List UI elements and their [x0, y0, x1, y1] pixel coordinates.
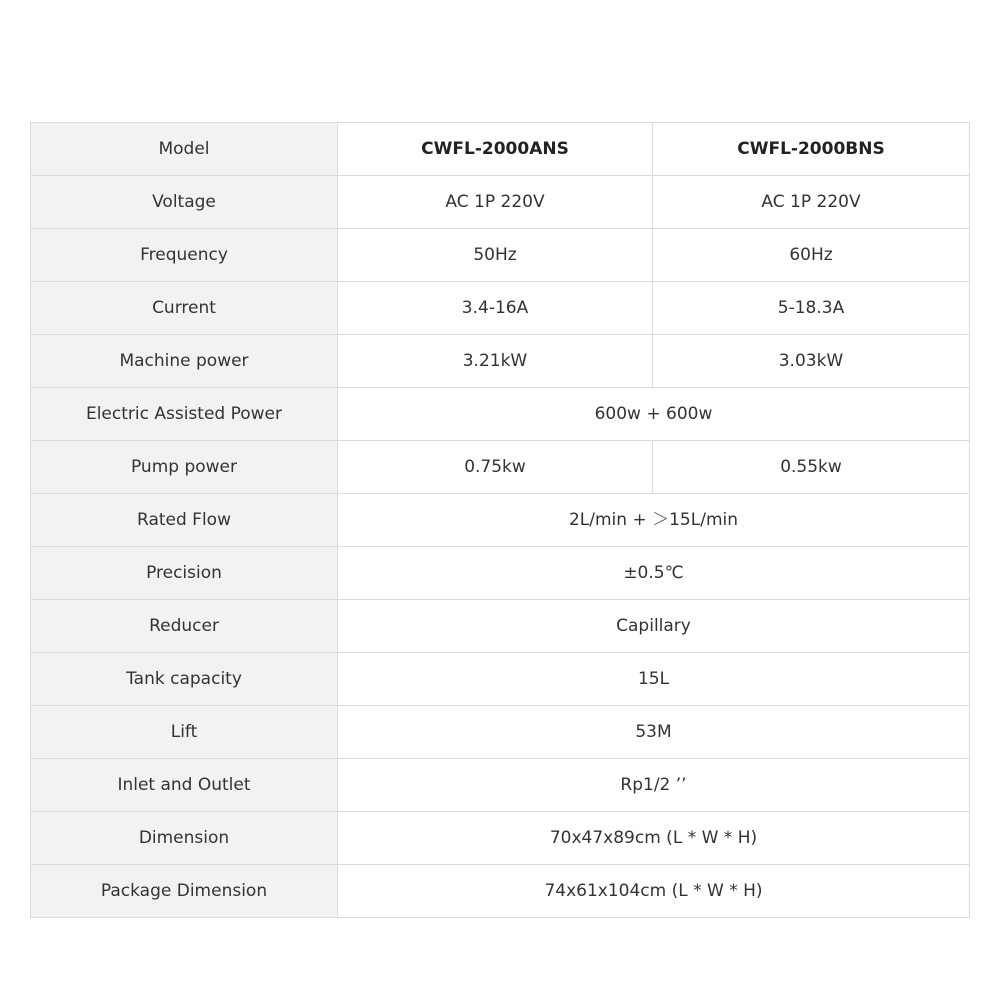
table-row: [31, 229, 970, 282]
row-label-cell: Precision: [31, 547, 338, 600]
table-row: [31, 653, 970, 706]
table-row: [31, 812, 970, 865]
row-label-cell: Tank capacity: [31, 653, 338, 706]
shared-value-cell: 53M: [338, 706, 970, 759]
value-cell: 60Hz: [653, 229, 970, 282]
table-row: [31, 282, 970, 335]
row-label-cell: Frequency: [31, 229, 338, 282]
row-label-cell: Package Dimension: [31, 865, 338, 918]
table-row: [31, 494, 970, 547]
table-header-row: [31, 123, 970, 176]
value-cell: 0.55kw: [653, 441, 970, 494]
row-label-cell: Electric Assisted Power: [31, 388, 338, 441]
value-cell: 5-18.3A: [653, 282, 970, 335]
row-label-cell: Reducer: [31, 600, 338, 653]
value-cell: 50Hz: [338, 229, 653, 282]
table-row: [31, 706, 970, 759]
model-name-cell: CWFL-2000ANS: [338, 123, 653, 176]
table-row: [31, 865, 970, 918]
specification-table-body: [31, 123, 970, 918]
value-cell: 0.75kw: [338, 441, 653, 494]
value-cell: AC 1P 220V: [338, 176, 653, 229]
table-row: [31, 335, 970, 388]
row-label-cell: Machine power: [31, 335, 338, 388]
header-label-cell: Model: [31, 123, 338, 176]
row-label-cell: Dimension: [31, 812, 338, 865]
row-label-cell: Current: [31, 282, 338, 335]
shared-value-cell: 70x47x89cm (L * W * H): [338, 812, 970, 865]
specification-table: [30, 122, 970, 918]
shared-value-cell: 2L/min + ＞15L/min: [338, 494, 970, 547]
shared-value-cell: 600w + 600w: [338, 388, 970, 441]
shared-value-cell: ±0.5℃: [338, 547, 970, 600]
shared-value-cell: 15L: [338, 653, 970, 706]
row-label-cell: Rated Flow: [31, 494, 338, 547]
value-cell: 3.03kW: [653, 335, 970, 388]
shared-value-cell: Capillary: [338, 600, 970, 653]
table-row: [31, 388, 970, 441]
value-cell: 3.4-16A: [338, 282, 653, 335]
table-row: [31, 547, 970, 600]
model-name-cell: CWFL-2000BNS: [653, 123, 970, 176]
row-label-cell: Voltage: [31, 176, 338, 229]
row-label-cell: Inlet and Outlet: [31, 759, 338, 812]
table-row: [31, 600, 970, 653]
table-row: [31, 441, 970, 494]
shared-value-cell: Rp1/2 ’’: [338, 759, 970, 812]
table-row: [31, 759, 970, 812]
shared-value-cell: 74x61x104cm (L * W * H): [338, 865, 970, 918]
row-label-cell: Pump power: [31, 441, 338, 494]
table-row: [31, 176, 970, 229]
value-cell: AC 1P 220V: [653, 176, 970, 229]
value-cell: 3.21kW: [338, 335, 653, 388]
row-label-cell: Lift: [31, 706, 338, 759]
